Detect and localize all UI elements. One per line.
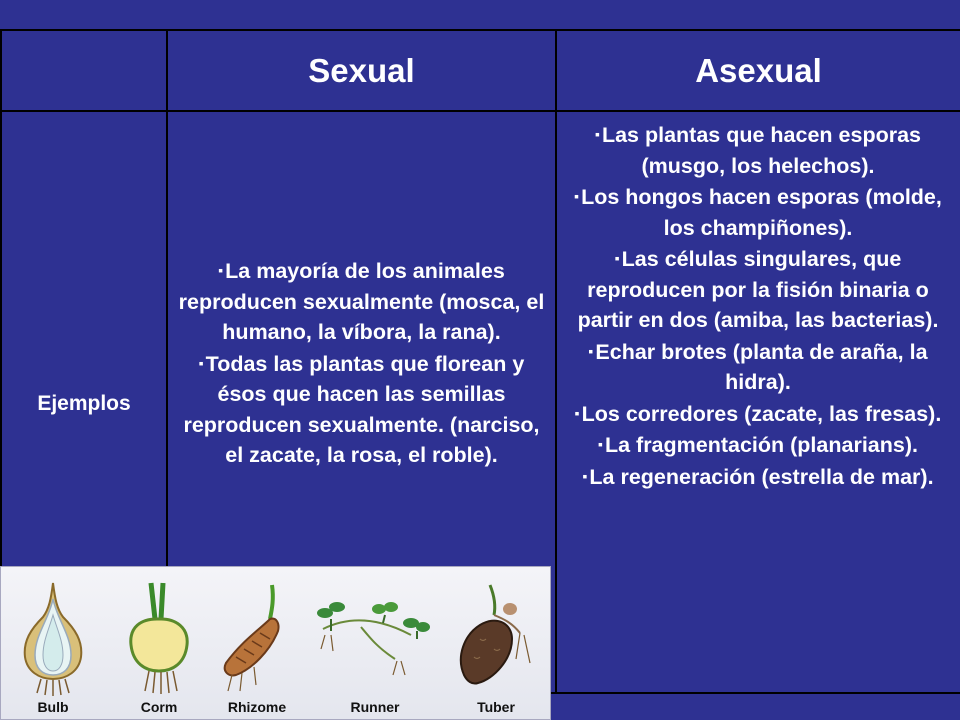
bullet-icon: ▪ [198, 354, 204, 371]
rhizome-icon [212, 579, 302, 697]
corm-icon [119, 579, 199, 697]
tuber-icon [450, 579, 542, 697]
tuber-figure [447, 579, 545, 715]
bullet-icon: ▪ [574, 404, 580, 421]
bullet-icon: ▪ [218, 262, 224, 278]
bulb-icon [13, 579, 93, 697]
asexual-example-item: ▪Las plantas que hacen esporas (musgo, los helechos). [594, 123, 921, 178]
bullet-icon: ▪ [598, 436, 603, 452]
vegetative-structures-figure [0, 566, 551, 720]
runner-label: Runner [350, 699, 400, 715]
tuber-label: Tuber [477, 699, 515, 715]
bullet-icon: ▪ [594, 126, 600, 142]
asexual-example-item: ▪Los hongos hacen esporas (molde, los champiñones). [574, 185, 942, 240]
sexual-examples-list [176, 255, 547, 471]
row-label-ejemplos: Ejemplos [37, 392, 131, 415]
rhizome-figure [209, 579, 305, 715]
table-divider-2 [555, 29, 557, 694]
table-border-bottom [551, 692, 960, 694]
bullet-icon: ▪ [614, 250, 620, 266]
bullet-icon: ▪ [588, 342, 594, 359]
corm-label: Corm [140, 699, 178, 715]
table-divider-1 [166, 29, 168, 569]
runner-icon [311, 579, 439, 697]
corm-figure [113, 579, 205, 715]
asexual-examples-list [564, 119, 952, 492]
bulb-label: Bulb [37, 699, 69, 715]
header-asexual: Asexual [695, 51, 822, 89]
asexual-example-item: ▪Las células singulares, que reproducen por la fisión binaria o partir en dos (amiba, las bacterias). [577, 247, 939, 332]
bullet-icon: ▪ [582, 467, 588, 484]
runner-figure [309, 579, 441, 715]
asexual-example-item: ▪Echar brotes (planta de araña, la hidra). [588, 339, 928, 394]
rhizome-label: Rhizome [227, 699, 287, 715]
header-sexual: Sexual [308, 51, 415, 89]
asexual-example-item: ▪La fragmentación (planarians). [598, 433, 918, 457]
bullet-icon: ▪ [574, 188, 580, 204]
asexual-example-item: ▪La regeneración (estrella de mar). [582, 464, 934, 489]
asexual-example-item: ▪Los corredores (zacate, las fresas). [574, 401, 942, 426]
bulb-figure [7, 579, 99, 715]
sexual-example-item: ▪Todas las plantas que florean y ésos que hacen las semillas reproducen sexualmente. (narciso, el zacate, la rosa, el roble). [183, 351, 540, 467]
sexual-example-item: ▪La mayoría de los animales reproducen sexualmente (mosca, el humano, la víbora, la rana). [178, 259, 545, 344]
